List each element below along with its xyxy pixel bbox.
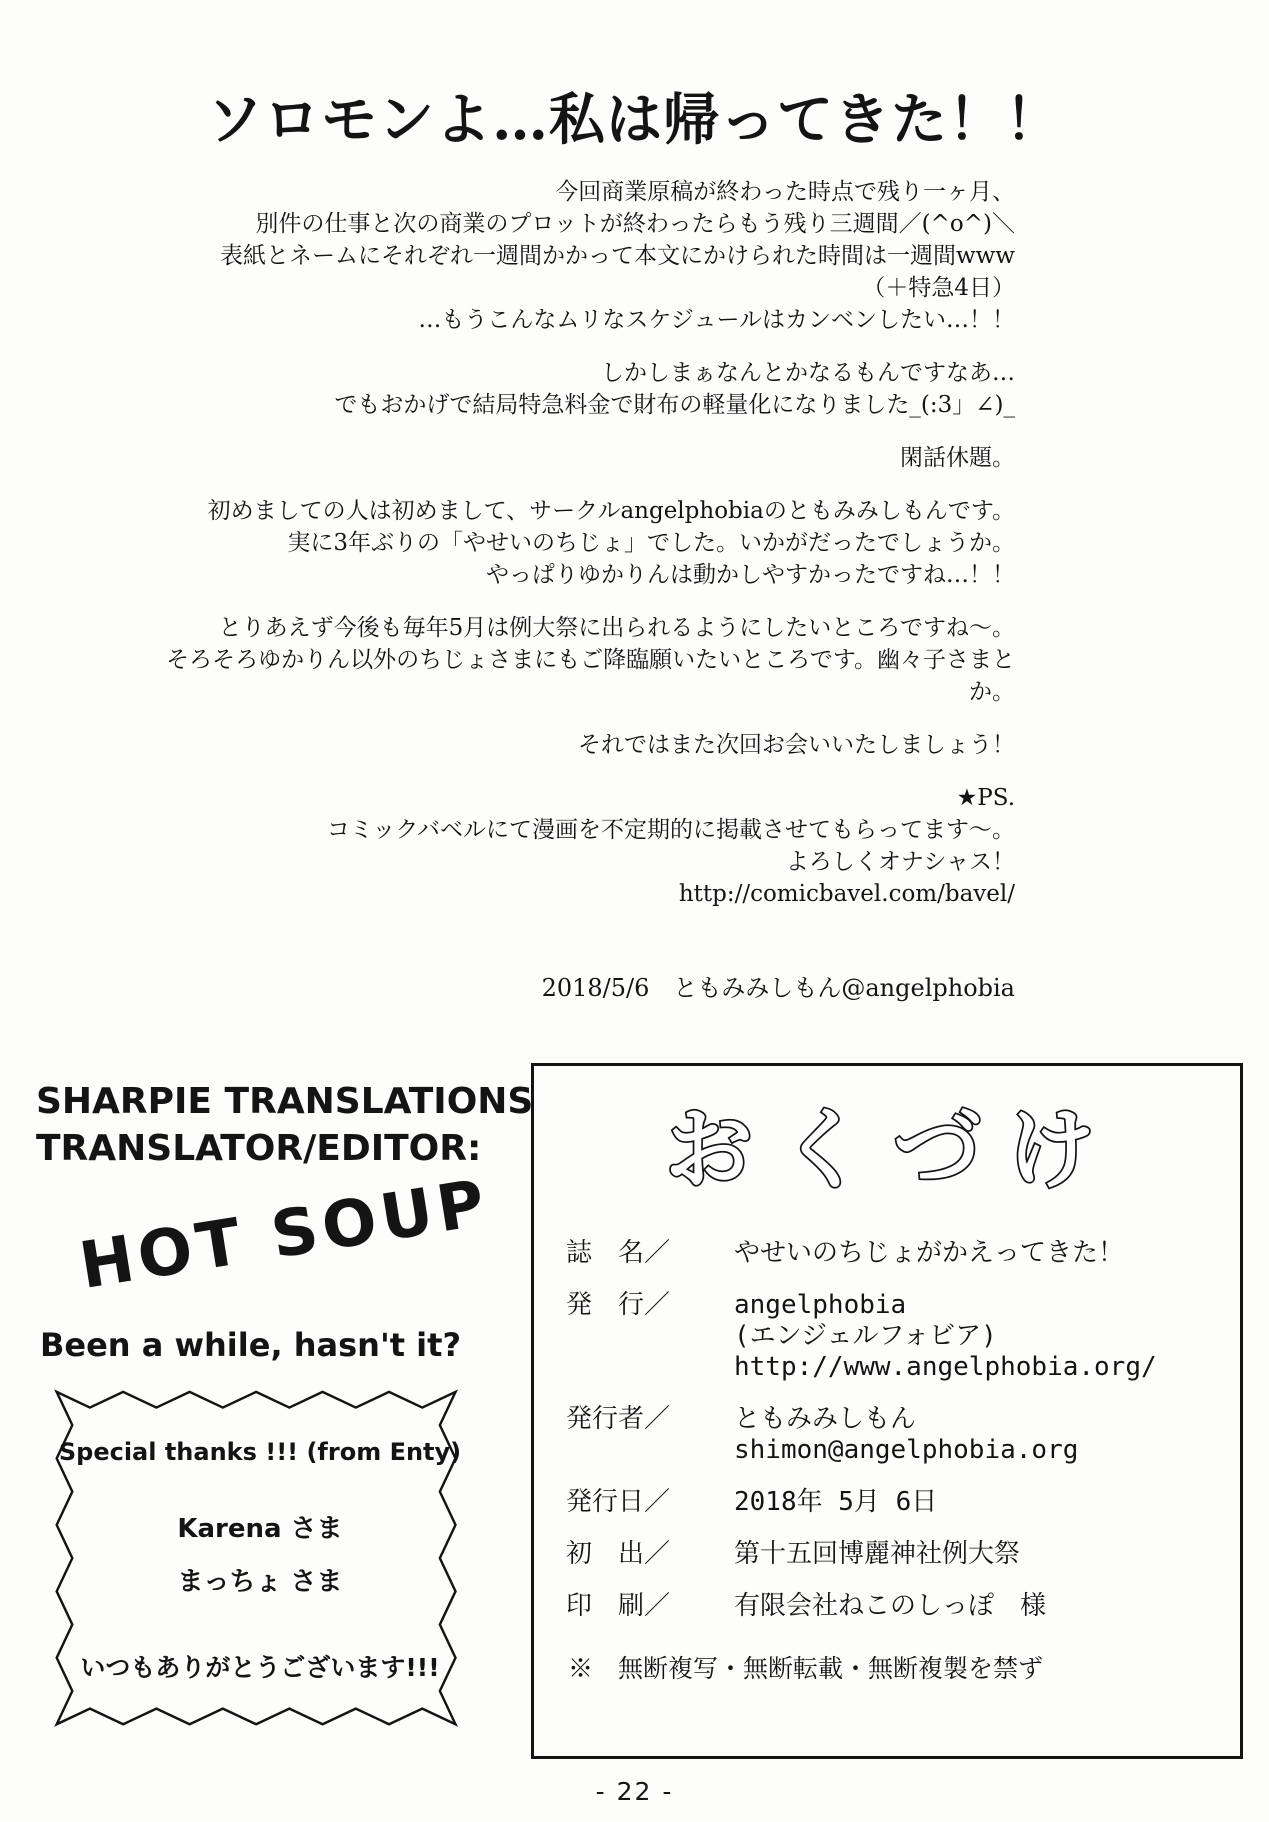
afterword-line xyxy=(140,761,1015,782)
afterword-line: しかしまぁなんとかなるもんですなあ… xyxy=(601,360,1015,386)
afterword-ps-heading: ★PS. xyxy=(956,785,1015,811)
afterword-line: それではまた次回お会いいたしましょう！ xyxy=(578,732,1015,758)
colophon-row xyxy=(566,1539,1240,1570)
colophon-row-label xyxy=(566,1352,734,1383)
translator-name: HOT SOUP xyxy=(74,1166,495,1304)
afterword-line: 初めましての人は初めまして、サークルangelphobiaのともみみしもんです。 xyxy=(207,498,1015,524)
special-thanks-heading: Special thanks !!! (from Enty) xyxy=(58,1438,462,1466)
colophon-email-text: shimon@angelphobia.org xyxy=(734,1435,1079,1465)
colophon-row xyxy=(566,1290,1240,1321)
afterword-line xyxy=(140,591,1015,612)
colophon-row-value: 2018年 5月 6日 xyxy=(734,1487,938,1517)
afterword-line: …もうこんなムリなスケジュールはカンベンしたい…！！ xyxy=(418,307,1015,333)
page-number: - 22 - xyxy=(595,1777,674,1806)
colophon-row xyxy=(566,1591,1240,1622)
colophon-row xyxy=(566,1404,1240,1435)
afterword-line: 表紙とネームにそれぞれ一週間かかって本文にかけられた時間は一週間www xyxy=(219,243,1015,269)
colophon-row-label: 初 出／ xyxy=(566,1539,671,1569)
afterword-url-text: http://comicbavel.com/bavel/ xyxy=(678,881,1015,907)
colophon-row-value: 有限会社ねこのしっぽ 様 xyxy=(734,1591,1047,1621)
colophon-row xyxy=(566,1487,1240,1518)
colophon-row-value: やせいのちじょがかえってきた！ xyxy=(734,1238,1125,1268)
special-thanks-content xyxy=(52,1388,468,1736)
afterword-title: ソロモンよ…私は帰ってきた！！ xyxy=(207,87,1062,153)
colophon-title: おくづけ xyxy=(664,1098,1122,1201)
afterword-line: そろそろゆかりん以外のちじょさまにもご降臨願いたいところです。幽々子さまとか。 xyxy=(166,647,1015,705)
afterword-line: 実に3年ぶりの「やせいのちじょ」でした。いかがだったでしょうか。 xyxy=(287,530,1015,556)
special-thanks-name: まっちょ さま xyxy=(177,1567,343,1597)
colophon-row xyxy=(566,1352,1240,1383)
colophon-row-label: 誌 名／ xyxy=(566,1238,671,1268)
colophon-row-value: ともみみしもん xyxy=(734,1404,917,1434)
afterword-line xyxy=(140,336,1015,357)
colophon-row-label xyxy=(566,1435,734,1466)
colophon-row-value: (エンジェルフォビア) xyxy=(734,1321,997,1351)
afterword-line xyxy=(140,474,1015,495)
special-thanks-box xyxy=(52,1388,468,1736)
credits-tagline: Been a while, hasn't it? xyxy=(40,1326,461,1364)
colophon-row-value: angelphobia xyxy=(734,1290,907,1320)
afterword-line: 閑話休題。 xyxy=(900,445,1015,471)
colophon-title-art xyxy=(534,1084,1240,1212)
colophon-copyright-notice: ※ 無断複写・無断転載・無断複製を禁ず xyxy=(568,1654,1044,1683)
colophon-row-label xyxy=(566,1321,734,1352)
credits-group-name: SHARPIE TRANSLATIONS xyxy=(36,1081,534,1122)
colophon-row-label: 発行者／ xyxy=(566,1404,671,1434)
colophon-box xyxy=(531,1063,1243,1759)
special-thanks-closing: いつもありがとうございます!!! xyxy=(80,1653,440,1682)
colophon-row-label: 発 行／ xyxy=(566,1290,671,1320)
colophon-rows xyxy=(534,1238,1240,1622)
colophon-row xyxy=(566,1321,1240,1352)
afterword-line: 今回商業原稿が終わった時点で残り一ヶ月、 xyxy=(555,179,1015,205)
afterword-line xyxy=(140,421,1015,442)
afterword-body xyxy=(140,176,1015,1004)
colophon-row xyxy=(566,1238,1240,1269)
afterword-line: やっぱりゆかりんは動かしやすかったですね…！！ xyxy=(486,562,1015,588)
afterword-line xyxy=(140,708,1015,729)
colophon-row-value: 第十五回博麗神社例大祭 xyxy=(734,1539,1021,1569)
afterword-signature: 2018/5/6 ともみみしもん@angelphobia xyxy=(541,974,1015,1002)
afterword-line: よろしくオナシャス！ xyxy=(785,849,1015,875)
credits-header xyxy=(36,1078,533,1172)
special-thanks-name: Karena さま xyxy=(177,1514,343,1544)
colophon-url-text: http://www.angelphobia.org/ xyxy=(734,1352,1157,1382)
credits-role-label: TRANSLATOR/EDITOR: xyxy=(36,1128,482,1169)
afterword-line: とりあえず今後も毎年5月は例大祭に出られるようにしたいところですね～。 xyxy=(218,615,1015,641)
afterword-line: （＋特急4日） xyxy=(862,275,1015,301)
colophon-row xyxy=(566,1435,1240,1466)
afterword-line: 別件の仕事と次の商業のプロットが終わったらもう残り三週間／(^o^)＼ xyxy=(255,211,1015,237)
afterword-line: コミックバベルにて漫画を不定期的に掲載させてもらってます～。 xyxy=(326,817,1015,843)
colophon-row-label: 発行日／ xyxy=(566,1487,671,1517)
afterword-line: でもおかげで結局特急料金で財布の軽量化になりました_(:3」∠)_ xyxy=(334,392,1015,418)
colophon-title-svg xyxy=(557,1084,1217,1208)
colophon-row-label: 印 刷／ xyxy=(566,1591,671,1621)
